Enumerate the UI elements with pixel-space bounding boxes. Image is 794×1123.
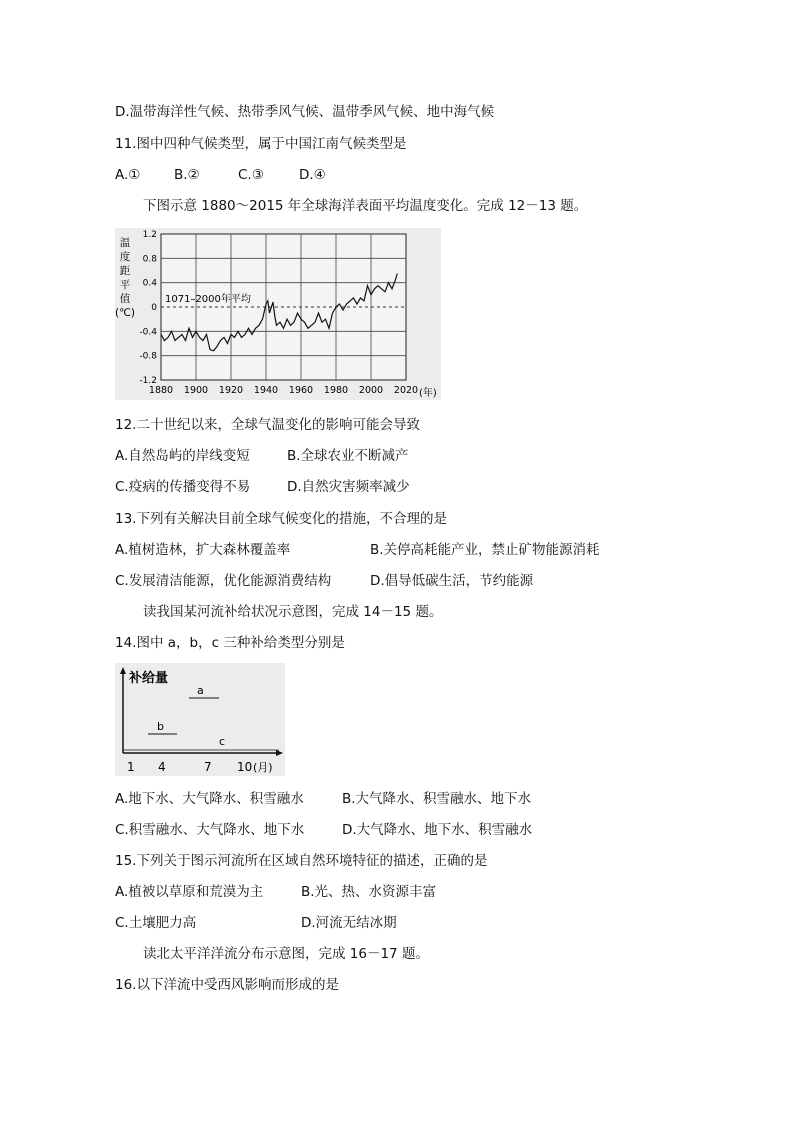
q14-option-c: C.积雪融水、大气降水、地下水 bbox=[115, 822, 305, 838]
temperature-x-tick: 1980 bbox=[323, 385, 349, 396]
river-supply-chart-svg bbox=[115, 663, 285, 776]
q13-option-a: A.植树造林，扩大森林覆盖率 bbox=[115, 542, 291, 558]
temperature-x-tick: 2020 bbox=[393, 385, 419, 396]
q13-option-c: C.发展清洁能源，优化能源消费结构 bbox=[115, 573, 332, 589]
supply-y-arrow bbox=[120, 667, 126, 674]
supply-x-tick-7: 7 bbox=[204, 760, 212, 774]
intro-12-13: 下图示意 1880～2015 年全球海洋表面平均温度变化。完成 12－13 题。 bbox=[143, 198, 588, 214]
q14-stem: 14.图中 a，b，c 三种补给类型分别是 bbox=[115, 635, 345, 651]
temperature-y-tick: -0.4 bbox=[139, 327, 157, 338]
q13-stem: 13.下列有关解决目前全球气候变化的措施，不合理的是 bbox=[115, 511, 447, 527]
temperature-y-label-char: 温 bbox=[119, 237, 131, 249]
temperature-x-tick: 2000 bbox=[358, 385, 384, 396]
temperature-y-ticks bbox=[139, 230, 157, 386]
q10-option-d: D.温带海洋性气候、热带季风气候、温带季风气候、地中海气候 bbox=[115, 104, 495, 120]
supply-x-unit: (月) bbox=[253, 761, 273, 774]
temperature-y-label-char: 平 bbox=[119, 279, 131, 291]
baseline-label: 1071–2000年平均 bbox=[165, 294, 251, 305]
q15-option-d: D.河流无结冰期 bbox=[301, 915, 397, 931]
series-c-label: c bbox=[219, 735, 226, 748]
temperature-y-tick: -1.2 bbox=[139, 376, 157, 386]
temperature-y-tick: 0.4 bbox=[142, 278, 157, 289]
q12-option-d: D.自然灾害频率减少 bbox=[287, 479, 410, 495]
q14-option-d: D.大气降水、地下水、积雪融水 bbox=[342, 822, 533, 838]
q12-option-a: A.自然岛屿的岸线变短 bbox=[115, 448, 250, 464]
supply-x-tick-10: 10 bbox=[237, 760, 253, 774]
q11-option-d: D.④ bbox=[299, 167, 326, 183]
q16-stem: 16.以下洋流中受西风影响而形成的是 bbox=[115, 977, 339, 993]
q11-option-a: A.① bbox=[115, 167, 141, 183]
temperature-x-unit: (年) bbox=[419, 388, 437, 399]
temperature-x-tick: 1900 bbox=[183, 385, 209, 396]
supply-x-arrow bbox=[276, 750, 283, 756]
supply-x-tick-4: 4 bbox=[158, 760, 166, 774]
q11-option-c: C.③ bbox=[238, 167, 264, 183]
temperature-y-tick: -0.8 bbox=[139, 351, 157, 362]
temperature-x-tick: 1960 bbox=[288, 385, 314, 396]
intro-14-15: 读我国某河流补给状况示意图，完成 14－15 题。 bbox=[143, 604, 443, 620]
temperature-y-label-char: 值 bbox=[119, 293, 131, 305]
q14-option-b: B.大气降水、积雪融水、地下水 bbox=[342, 791, 532, 807]
q12-option-b: B.全球农业不断减产 bbox=[287, 448, 409, 464]
q13-option-b: B.关停高耗能产业，禁止矿物能源消耗 bbox=[370, 542, 600, 558]
intro-16-17: 读北太平洋洋流分布示意图，完成 16－17 题。 bbox=[143, 946, 429, 962]
q11-option-b: B.② bbox=[174, 167, 200, 183]
temperature-y-tick: 0.8 bbox=[142, 254, 157, 265]
temperature-y-label-char: 距 bbox=[119, 265, 131, 277]
temperature-y-tick: 0 bbox=[151, 303, 157, 313]
temperature-x-tick: 1940 bbox=[253, 385, 279, 396]
q15-option-c: C.土壤肥力高 bbox=[115, 915, 197, 931]
temperature-chart-svg bbox=[115, 228, 441, 400]
temperature-y-label bbox=[115, 237, 135, 319]
q14-option-a: A.地下水、大气降水、积雪融水 bbox=[115, 791, 304, 807]
q15-option-a: A.植被以草原和荒漠为主 bbox=[115, 884, 264, 900]
series-a-label: a bbox=[197, 684, 204, 697]
temperature-chart bbox=[115, 228, 441, 400]
q15-stem: 15.下列关于图示河流所在区域自然环境特征的描述，正确的是 bbox=[115, 853, 488, 869]
river-supply-chart bbox=[115, 663, 285, 776]
temperature-x-tick: 1920 bbox=[218, 385, 244, 396]
temperature-y-label-char: 度 bbox=[119, 251, 131, 263]
supply-y-label: 补给量 bbox=[129, 671, 169, 686]
q11-stem: 11.图中四种气候类型，属于中国江南气候类型是 bbox=[115, 136, 407, 152]
q12-option-c: C.疫病的传播变得不易 bbox=[115, 479, 251, 495]
supply-x-tick-1: 1 bbox=[127, 760, 135, 774]
temperature-y-tick: 1.2 bbox=[142, 230, 157, 240]
q15-option-b: B.光、热、水资源丰富 bbox=[301, 884, 437, 900]
temperature-x-ticks bbox=[149, 385, 418, 396]
temperature-x-tick: 1880 bbox=[148, 385, 174, 396]
q12-stem: 12.二十世纪以来，全球气温变化的影响可能会导致 bbox=[115, 417, 420, 433]
q13-option-d: D.倡导低碳生活，节约能源 bbox=[370, 573, 534, 589]
series-b-label: b bbox=[157, 720, 164, 733]
temperature-y-label-char: (℃) bbox=[115, 307, 135, 319]
